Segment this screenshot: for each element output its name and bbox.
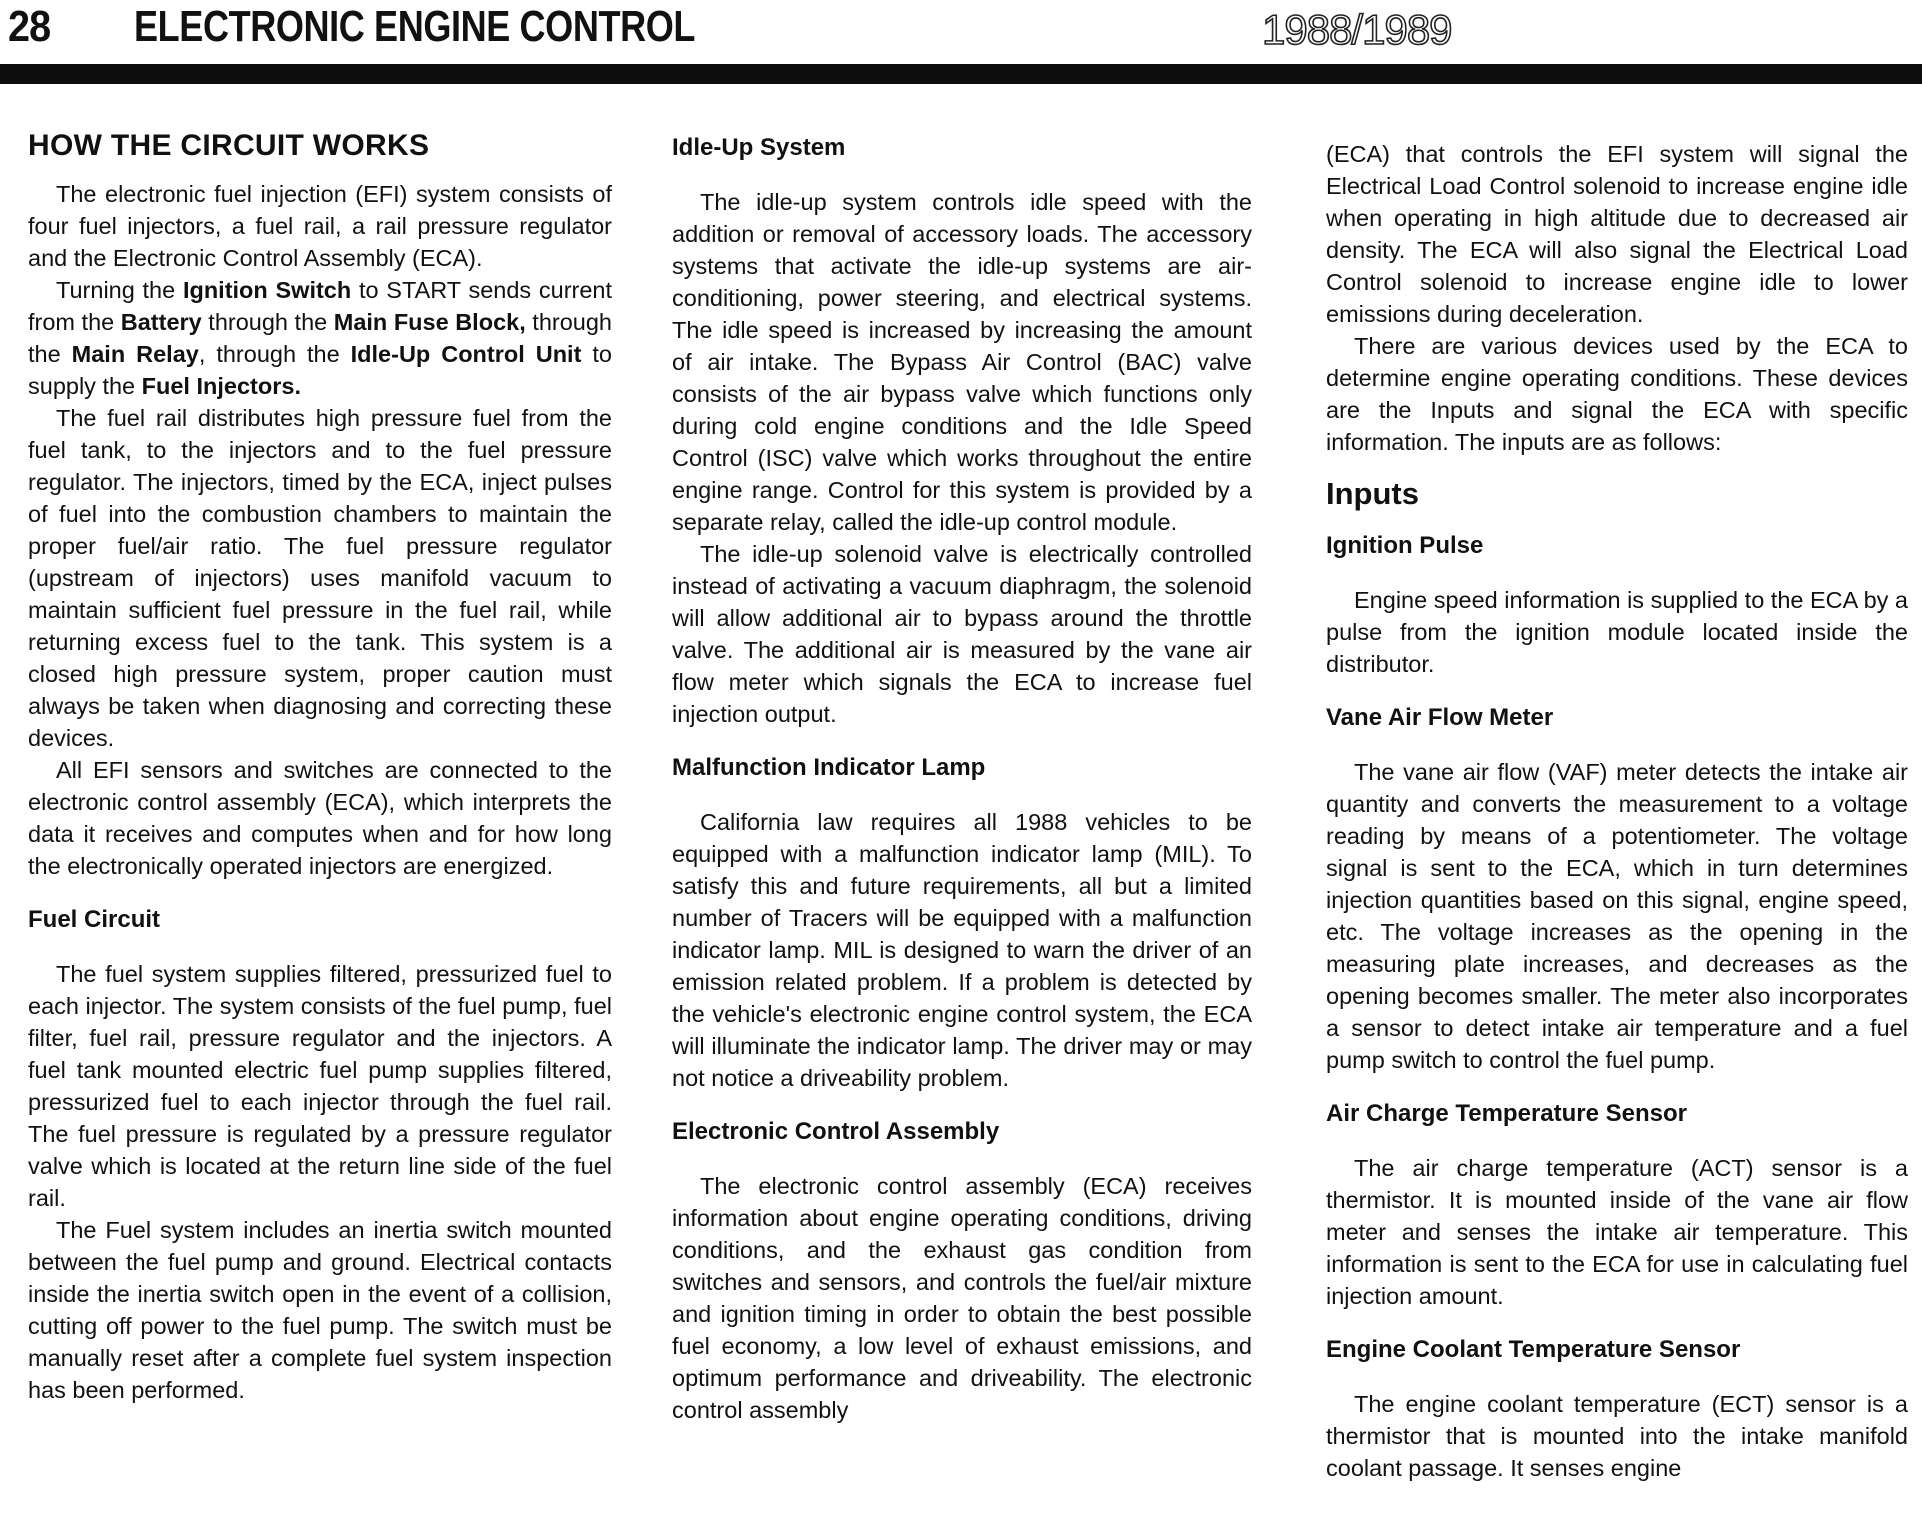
column-3 (1326, 138, 1908, 1484)
bold-term: Idle-Up Control Unit (350, 341, 582, 367)
paragraph: The idle-up system controls idle speed with the addition or removal of accessory loads. The accessory systems that activate the idle-up systems are air-conditioning, power steering, and electrical systems. The idle speed is increased by increasing the amount of air intake. The Bypass Air Control (BAC) valve consists of the air bypass valve which functions only during cold engine conditions and the Idle Speed Control (ISC) valve which works throughout the entire engine range. Control for this system is provided by a separate relay, called the idle-up control module. (672, 189, 1252, 535)
page-header (0, 0, 1922, 80)
paragraph: All EFI sensors and switches are connected to the electronic control assembly (ECA), which interprets the data it receives and computes when and for how long the electronically operated injectors are energized. (28, 757, 612, 879)
header-rule (0, 64, 1922, 84)
paragraph: The electronic fuel injection (EFI) system consists of four fuel injectors, a fuel rail, a rail pressure regulator and the Electronic Control Assembly (ECA). (28, 181, 612, 271)
subheading: Engine Coolant Temperature Sensor (1326, 1336, 1741, 1363)
subheading: Malfunction Indicator Lamp (672, 754, 986, 781)
subheading: Vane Air Flow Meter (1326, 704, 1554, 731)
paragraph: The air charge temperature (ACT) sensor is a thermistor. It is mounted inside of the vane air flow meter and senses the intake air temperature. This information is sent to the ECA for use in calculating fuel injection amount. (1326, 1155, 1908, 1309)
bold-term: Fuel Injectors. (141, 373, 301, 399)
chapter-title: ELECTRONIC ENGINE CONTROL (134, 2, 696, 51)
section-heading: HOW THE CIRCUIT WORKS (28, 129, 430, 162)
bold-term: Battery (120, 309, 202, 335)
paragraph: (ECA) that controls the EFI system will signal the Electrical Load Control solenoid to increase engine idle when operating in high altitude due to decreased air density. The ECA will also signal the Electrical Load Control solenoid to increase engine idle to lower emissions during deceleration. (1326, 141, 1908, 327)
subheading: Ignition Pulse (1326, 532, 1484, 559)
paragraph: The engine coolant temperature (ECT) sensor is a thermistor that is mounted into the intake manifold coolant passage. It senses engine (1326, 1391, 1908, 1481)
subheading: Electronic Control Assembly (672, 1118, 1000, 1145)
paragraph: The fuel system supplies filtered, pressurized fuel to each injector. The system consists of the fuel pump, fuel filter, fuel rail, pressure regulator and the injectors. A fuel tank mounted electric fuel pump supplies filtered, pressurized fuel to each injector through the fuel rail. The fuel pressure is regulated by a pressure regulator valve which is located at the return line side of the fuel rail. (28, 961, 612, 1211)
bold-term: Main Relay (71, 341, 199, 367)
paragraph: Engine speed information is supplied to the ECA by a pulse from the ignition module located inside the distributor. (1326, 587, 1908, 677)
bold-term: Ignition Switch (182, 277, 352, 303)
column-1 (28, 122, 612, 1406)
paragraph: California law requires all 1988 vehicles to be equipped with a malfunction indicator lamp (MIL). To satisfy this and future requirements, all but a limited number of Tracers will be equipped with a malfunction indicator lamp. MIL is designed to warn the driver of an emission related problem. If a problem is detected by the vehicle's electronic engine control system, the ECA will illuminate the indicator lamp. The driver may or may not notice a driveability problem. (672, 809, 1252, 1091)
paragraph: The fuel rail distributes high pressure fuel from the fuel tank, to the injectors and to the fuel pressure regulator. The injectors, timed by the ECA, inject pulses of fuel into the combustion chambers to maintain the proper fuel/air ratio. The fuel pressure regulator (upstream of injectors) uses manifold vacuum to maintain sufficient fuel pressure in the fuel rail, while returning excess fuel to the tank. This system is a closed high pressure system, proper caution must always be taken when diagnosing and correcting these devices. (28, 405, 612, 751)
section-heading: Inputs (1326, 476, 1419, 511)
paragraph: Turning the Ignition Switch to START sends current from the Battery through the Main Fuse Block, through the Main Relay, through the Idle-Up Control Unit to supply the Fuel Injectors. (28, 277, 613, 399)
paragraph: There are various devices used by the ECA to determine engine operating conditions. These devices are the Inputs and signal the ECA with specific information. The inputs are as follows: (1326, 333, 1908, 455)
column-2 (672, 122, 1252, 1426)
paragraph: The vane air flow (VAF) meter detects the intake air quantity and converts the measurement to a voltage reading by means of a potentiometer. The voltage signal is sent to the ECA, which in turn determines injection quantities based on this signal, engine speed, etc. The voltage increases as the opening in the measuring plate increases, and decreases as the opening becomes smaller. The meter also incorporates a sensor to detect intake air temperature and a fuel pump switch to control the fuel pump. (1326, 759, 1908, 1073)
paragraph: The Fuel system includes an inertia switch mounted between the fuel pump and ground. Electrical contacts inside the inertia switch open in the event of a collision, cutting off power to the fuel pump. The switch must be manually reset after a complete fuel system inspection has been performed. (28, 1217, 612, 1403)
subheading: Air Charge Temperature Sensor (1326, 1100, 1687, 1127)
subheading: Fuel Circuit (28, 906, 161, 933)
paragraph: The electronic control assembly (ECA) receives information about engine operating conditions, driving conditions, and the exhaust gas condition from switches and sensors, and controls the fuel/air mixture and ignition timing in order to obtain the best possible fuel economy, a low level of exhaust emissions, and optimum performance and driveability. The electronic control assembly (672, 1173, 1252, 1423)
bold-term: Main Fuse Block, (333, 309, 526, 335)
paragraph: The idle-up solenoid valve is electrically controlled instead of activating a vacuum diaphragm, the solenoid will allow additional air to bypass around the throttle valve. The additional air is measured by the vane air flow meter which signals the ECA to increase fuel injection output. (672, 541, 1252, 727)
page-number: 28 (8, 2, 51, 51)
subheading: Idle-Up System (672, 134, 846, 161)
model-years: 1988/1989 (1262, 6, 1452, 53)
